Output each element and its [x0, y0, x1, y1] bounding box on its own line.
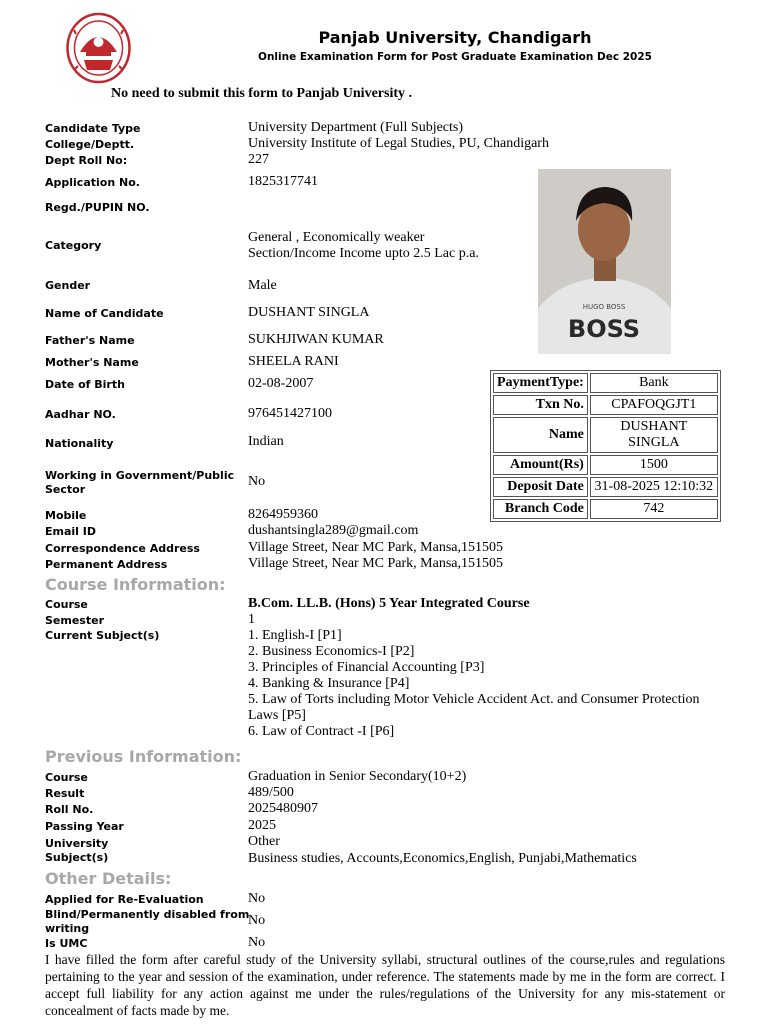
blind-label-line1: Blind/Permanently disabled from	[45, 908, 250, 921]
dept-roll-label: Dept Roll No:	[45, 154, 128, 167]
payment-key: Branch Code	[493, 499, 588, 519]
reevaluation-label: Applied for Re-Evaluation	[45, 893, 204, 906]
candidate-photo	[538, 169, 671, 354]
dob-value: 02-08-2007	[248, 376, 314, 391]
payment-row	[493, 373, 718, 393]
passing-year-label: Passing Year	[45, 820, 124, 833]
blind-label-line2: writing	[45, 922, 90, 935]
govt-sector-value: No	[248, 474, 266, 489]
passing-year-value: 2025	[248, 818, 276, 833]
prev-subjects-value: Business studies, Accounts,Economics,English, Punjabi,Mathematics	[248, 851, 637, 866]
mobile-label: Mobile	[45, 509, 87, 522]
subject-item: 6. Law of Contract -I [P6]	[248, 724, 395, 739]
course-value: B.Com. LL.B. (Hons) 5 Year Integrated Course	[248, 596, 530, 611]
form-title: Online Examination Form for Post Graduate Examination Dec 2025	[258, 51, 652, 63]
college-value: University Institute of Legal Studies, PU, Chandigarh	[248, 136, 549, 151]
umc-label: Is UMC	[45, 937, 88, 950]
payment-row	[493, 477, 718, 497]
candidate-name-label: Name of Candidate	[45, 307, 164, 320]
father-name-value: SUKHJIWAN KUMAR	[248, 332, 384, 347]
permanent-address-label: Permanent Address	[45, 558, 168, 571]
subject-item: 4. Banking & Insurance [P4]	[248, 676, 410, 691]
mother-name-value: SHEELA RANI	[248, 354, 339, 369]
application-value: 1825317741	[248, 174, 318, 189]
gender-label: Gender	[45, 279, 91, 292]
father-name-label: Father's Name	[45, 334, 135, 347]
payment-value: Bank	[590, 373, 718, 393]
dob-label: Date of Birth	[45, 378, 125, 391]
payment-key: Name	[493, 417, 588, 453]
result-value: 489/500	[248, 785, 294, 800]
aadhar-value: 976451427100	[248, 406, 332, 421]
email-label: Email ID	[45, 525, 96, 538]
permanent-address-value: Village Street, Near MC Park, Mansa,151505	[248, 556, 503, 571]
course-info-heading: Course Information:	[45, 575, 226, 594]
payment-key: PaymentType:	[493, 373, 588, 393]
college-label: College/Deptt.	[45, 138, 135, 151]
umc-value: No	[248, 935, 266, 950]
govt-sector-label-line2: Sector	[45, 483, 86, 496]
subject-item: 2. Business Economics-I [P2]	[248, 644, 415, 659]
correspondence-address-label: Correspondence Address	[45, 542, 200, 555]
govt-sector-label-line1: Working in Government/Public	[45, 469, 235, 482]
declaration-text: I have filled the form after careful study of the University syllabi, structural outlines of the course,rules and regulations pertaining to the year and session of the examination, under reference. The statements made by me in the form are correct. I accept full liability for any action against me under the rules/regulations of the University for any mis-statement or concealment of facts made by me.	[45, 952, 725, 1018]
university-title: Panjab University, Chandigarh	[318, 28, 592, 47]
subject-item: 5. Law of Torts including Motor Vehicle Accident Act. and Consumer Protection	[248, 692, 700, 707]
gender-value: Male	[248, 278, 277, 293]
shirt-logo: BOSS	[567, 315, 641, 343]
current-subjects-list	[248, 628, 718, 740]
prev-roll-value: 2025480907	[248, 801, 318, 816]
nationality-label: Nationality	[45, 437, 114, 450]
prev-university-label: University	[45, 837, 109, 850]
candidate-type-label: Candidate Type	[45, 122, 141, 135]
subject-item: Laws [P5]	[248, 708, 306, 723]
payment-value: 31-08-2025 12:10:32	[590, 477, 718, 497]
current-subjects-label: Current Subject(s)	[45, 629, 160, 642]
university-seal-logo	[66, 12, 131, 84]
payment-table	[490, 370, 721, 522]
reevaluation-value: No	[248, 891, 266, 906]
blind-value: No	[248, 913, 266, 928]
payment-row	[493, 395, 718, 415]
dept-roll-value: 227	[248, 152, 269, 167]
semester-label: Semester	[45, 614, 104, 627]
prev-roll-label: Roll No.	[45, 803, 94, 816]
submission-notice: No need to submit this form to Panjab University .	[111, 86, 412, 101]
mother-name-label: Mother's Name	[45, 356, 139, 369]
prev-university-value: Other	[248, 834, 280, 849]
category-label: Category	[45, 239, 102, 252]
other-details-heading: Other Details:	[45, 869, 172, 888]
regd-label: Regd./PUPIN NO.	[45, 201, 150, 214]
semester-value: 1	[248, 612, 255, 627]
prev-subjects-label: Subject(s)	[45, 851, 109, 864]
candidate-name-value: DUSHANT SINGLA	[248, 305, 370, 320]
subject-item: 3. Principles of Financial Accounting [P3]	[248, 660, 485, 675]
aadhar-label: Aadhar NO.	[45, 408, 116, 421]
correspondence-address-value: Village Street, Near MC Park, Mansa,151505	[248, 540, 503, 555]
payment-row	[493, 499, 718, 519]
mobile-value: 8264959360	[248, 507, 318, 522]
payment-value: DUSHANT SINGLA	[590, 417, 718, 453]
payment-row	[493, 417, 718, 453]
category-value-line1: General , Economically weaker	[248, 230, 425, 245]
nationality-value: Indian	[248, 434, 284, 449]
payment-row	[493, 455, 718, 475]
candidate-type-value: University Department (Full Subjects)	[248, 120, 464, 135]
category-value-line2: Section/Income Income upto 2.5 Lac p.a.	[248, 246, 479, 261]
payment-key: Amount(Rs)	[493, 455, 588, 475]
prev-course-label: Course	[45, 771, 88, 784]
result-label: Result	[45, 787, 85, 800]
payment-key: Deposit Date	[493, 477, 588, 497]
previous-info-heading: Previous Information:	[45, 747, 242, 766]
payment-value: CPAFOQGJT1	[590, 395, 718, 415]
application-label: Application No.	[45, 176, 140, 189]
email-value: dushantsingla289@gmail.com	[248, 523, 419, 538]
prev-course-value: Graduation in Senior Secondary(10+2)	[248, 769, 467, 784]
course-label: Course	[45, 598, 88, 611]
payment-value: 742	[590, 499, 718, 519]
payment-key: Txn No.	[493, 395, 588, 415]
payment-value: 1500	[590, 455, 718, 475]
shirt-text: HUGO BOSS	[582, 303, 626, 311]
subject-item: 1. English-I [P1]	[248, 628, 342, 643]
